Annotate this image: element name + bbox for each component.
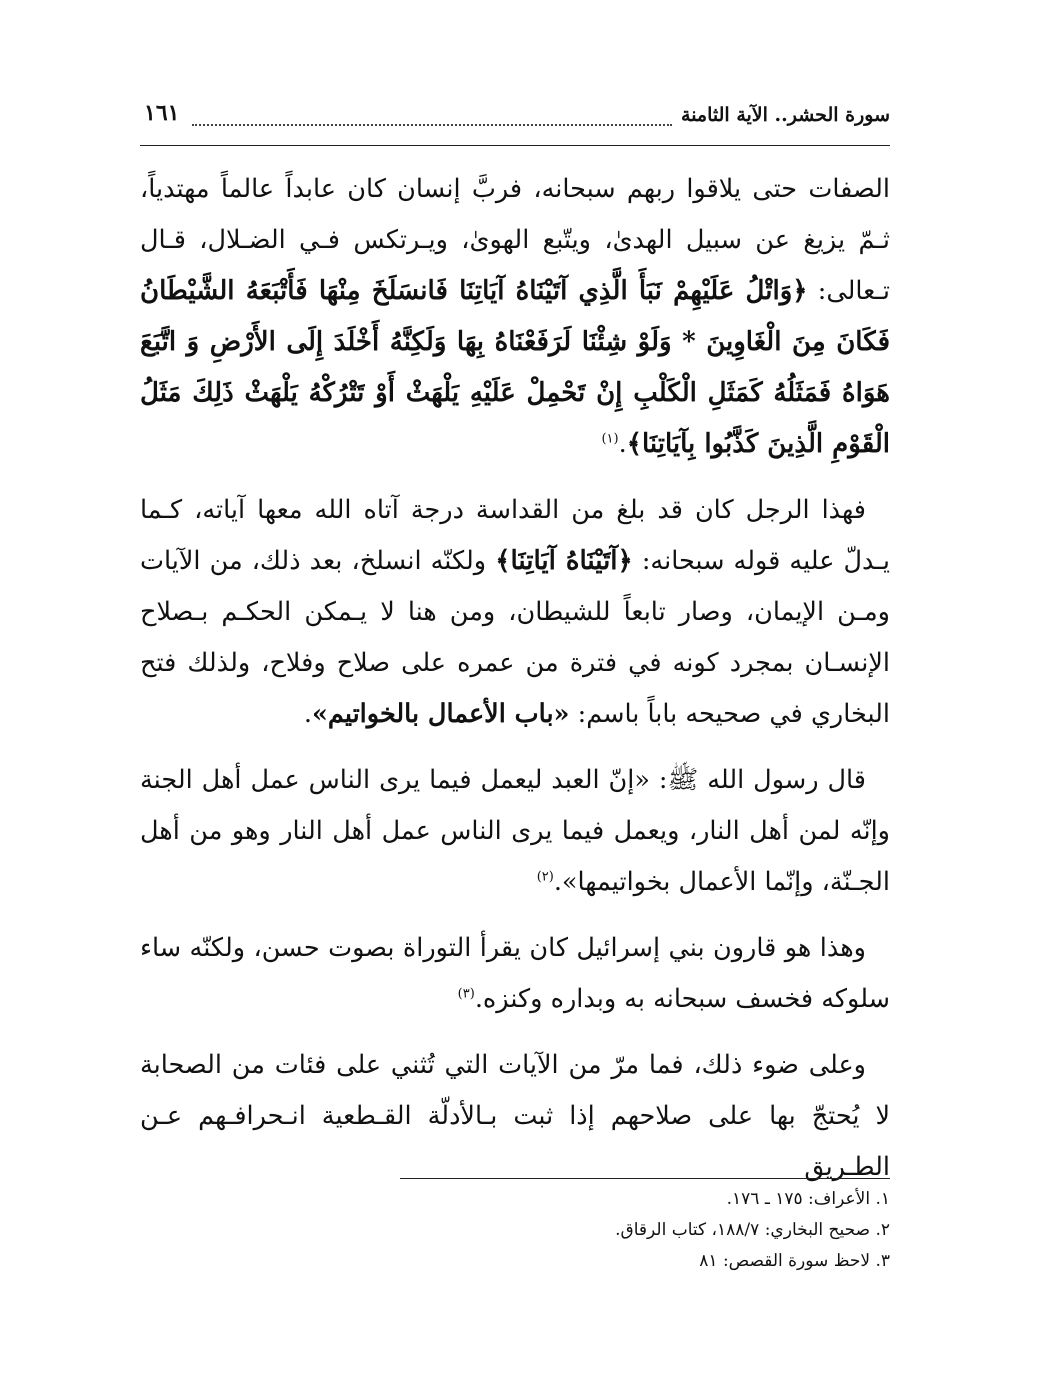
- book-page: [140, 88, 890, 1318]
- page-number: ١٦١: [144, 100, 180, 126]
- header-divider: [140, 145, 890, 146]
- verse-end-punct: .: [618, 429, 627, 459]
- paragraph-2-end: .: [303, 699, 312, 729]
- footnotes: [140, 1184, 890, 1277]
- footnote-ref-2[interactable]: (٢): [536, 869, 554, 885]
- quran-verse: ﴿وَاتْلُ عَلَيْهِمْ نَبَأَ الَّذِي آتَيْنَاهُ آيَاتِنَا فَانسَلَخَ مِنْهَا فَأَتْبَعَهُ الشَّيْطَانُ فَكَانَ مِنَ الْغَاوِينَ * وَلَوْ شِئْنَا لَرَفَعْنَاهُ بِهَا وَلَكِنَّهُ أَخْلَدَ إِلَى الأَرْضِ وَ اتَّبَعَ هَوَاهُ فَمَثَلُهُ كَمَثَلِ الْكَلْبِ إِنْ تَحْمِلْ عَلَيْهِ يَلْهَثْ أَوْ تَتْرُكْهُ يَلْهَثْ ذَلِكَ مَثَلُ الْقَوْمِ الَّذِينَ كَذَّبُوا بِآيَاتِنَا﴾: [140, 276, 890, 459]
- hadith-text: قال رسول الله ﷺ: «إنّ العبد ليعمل فيما يرى الناس عمل أهل الجنة وإنّه لمن أهل النار، ويعمل فيما يرى الناس عمل أهل النار وهو من أهل الجـنّة، وإنّما الأعمال بخواتيمها».: [140, 765, 890, 897]
- footnote-divider: [400, 1178, 890, 1179]
- chapter-title-quote: «باب الأعمال بالخواتيم»: [311, 699, 570, 729]
- footnote-1: ١. الأعراف: ١٧٥ ـ ١٧٦.: [726, 1189, 890, 1209]
- inline-verse-quote: ﴿آتَيْنَاهُ آيَاتِنَا﴾: [495, 546, 633, 576]
- footnote-ref-1[interactable]: (١): [601, 431, 619, 447]
- paragraph-2: [140, 485, 890, 740]
- footnote-3: ٣. لاحظ سورة القصص: ٨١: [699, 1251, 890, 1271]
- paragraph-4: [140, 923, 890, 1025]
- page-header: [140, 88, 890, 138]
- body-text: [140, 164, 890, 1208]
- paragraph-2-text-a: فهذا الرجل كان قد بلغ من القداسة درجة آتاه الله معها آياته، كـما يـدلّ عليه قوله سبحانه:: [140, 495, 890, 576]
- footnote-2: ٢. صحيح البخاري: ١٨٨/٧، كتاب الرقاق.: [615, 1220, 890, 1240]
- paragraph-1-line-2: يزيغ عن سبيل الهدىٰ، ويتّبع الهوىٰ، ويـرتكس فـي الضـلال، قـال تـعالى:: [140, 225, 890, 306]
- paragraph-5-text: وعلى ضوء ذلك، فما مرّ من الآيات التي تُثني على فئات من الصحابة لا يُحتجّ بها على صلاحهم إذا ثبت بـالأدلّة القـطعية انـحرافـهم عـن الطـريق: [140, 1050, 890, 1182]
- running-title: سورة الحشر.. الآية الثامنة: [681, 104, 890, 126]
- paragraph-1: [140, 164, 890, 470]
- header-leader-dots: [192, 124, 672, 126]
- paragraph-5: [140, 1040, 890, 1193]
- footnote-ref-3[interactable]: (٣): [457, 986, 475, 1002]
- paragraph-1-line-1: الصفات حتى يلاقوا ربهم سبحانه، فربَّ إنسان كان عابداً عالماً مهتدياً، ثـمّ: [140, 174, 891, 255]
- paragraph-3: [140, 755, 890, 908]
- paragraph-2-text-b: ولكنّه انسلخ، بعد ذلك، من الآيات ومـن الإيمان، وصار تابعاً للشيطان، ومن هنا لا يـمكن الحكـم بـصلاح الإنسـان بمجرد كونه في فترة من عمره على صلاح وفلاح، ولذلك فتح البخاري في صحيحه باباً باسم:: [140, 546, 890, 729]
- paragraph-4-text: وهذا هو قارون بني إسرائيل كان يقرأ التوراة بصوت حسن، ولكنّه ساء سلوكه فخسف سبحانه به وبداره وكنزه.: [140, 933, 890, 1014]
